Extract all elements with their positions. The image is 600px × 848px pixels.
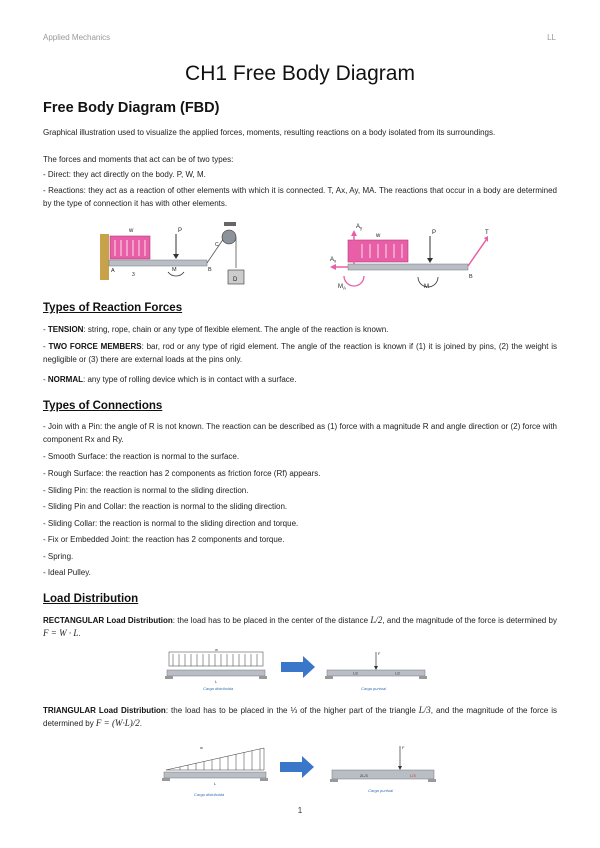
reaction-item-two-force: - TWO FORCE MEMBERS: bar, rod or any type of rigid element. The angle of the reaction is known if (1) it is joined by pins, (2) the weight is negligible or (3) there are external loads at the pins only.: [43, 342, 558, 364]
label-b: B: [208, 267, 212, 273]
load-heading: Load Distribution: [43, 593, 139, 605]
beam: [109, 260, 207, 266]
triangular-load-figure: [160, 740, 440, 802]
tension-t-arrow: [468, 240, 486, 266]
fbd-paragraph-4: - Reactions: they act as a reaction of other elements with which it is connected. T, Ax, Ay, MA. The reactions that occur in a body are determined by the type of connection it has with other elements.: [43, 186, 557, 208]
reaction-item-tension: - TENSION: string, rope, chain or any type of flexible element. The angle of the reaction is known.: [43, 325, 389, 334]
label-m: M: [172, 267, 177, 273]
reaction-heading: Types of Reaction Forces: [43, 302, 183, 314]
rectangular-load-figure: [163, 648, 433, 698]
fbd-system-figure: [96, 220, 260, 290]
connection-item: - Sliding Pin and Collar: the reaction is normal to the sliding direction.: [43, 502, 288, 511]
connection-item: - Spring.: [43, 552, 74, 561]
connection-item: - Join with a Pin: the angle of R is not known. The reaction can be described as (1) force with a magnitude R and angle direction or (2) force with component Rx and Ry.: [43, 422, 557, 444]
pulley: [222, 230, 236, 244]
beam-distributed: [164, 772, 266, 778]
label-2l3: 2L/3: [360, 773, 368, 778]
label-l: L: [215, 679, 218, 684]
label-a: A: [111, 268, 115, 274]
label-w: w: [215, 648, 218, 652]
connection-item: - Sliding Pin: the reaction is normal to the sliding direction.: [43, 486, 249, 495]
label-f: F: [402, 745, 405, 750]
rectangular-load-text: RECTANGULAR Load Distribution: the load has to be placed in the center of the distance L/2, and the magnitude of the force is determined by F = W · L.: [43, 615, 557, 638]
caption-point: Carga puntual: [361, 686, 387, 691]
label-w: w: [376, 233, 381, 239]
label-b: B: [469, 274, 473, 280]
page-number: 1: [297, 806, 303, 815]
label-p: P: [178, 228, 183, 234]
transform-arrow: [281, 656, 315, 678]
connections-heading: Types of Connections: [43, 400, 163, 412]
distributed-load-block: [110, 236, 150, 259]
reaction-ma-arrow: [344, 276, 364, 286]
label-w: w: [200, 745, 203, 750]
fbd-paragraph-3: - Direct: they act directly on the body. P, W, M.: [43, 170, 206, 179]
label-l2-right: L/2: [395, 671, 400, 676]
beam-distributed: [167, 670, 265, 676]
label-l3: L/3: [410, 773, 416, 778]
label-d: D: [233, 277, 238, 283]
label-p: P: [432, 230, 437, 236]
caption-distributed: Carga distribuida: [203, 686, 234, 691]
caption-distributed: Carga distribuida: [194, 792, 225, 797]
distributed-load: [169, 652, 263, 666]
caption-point: Carga puntual: [368, 788, 394, 793]
transform-arrow: [280, 756, 314, 778]
fbd-heading: Free Body Diagram (FBD): [43, 100, 220, 116]
header-right: LL: [547, 33, 556, 42]
label-l2-left: L/2: [353, 671, 358, 676]
label-c: C: [215, 242, 219, 248]
label-l: L: [214, 781, 217, 786]
triangular-load-text: TRIANGULAR Load Distribution: the load has to be placed in the ⅓ of the higher part of the triangle L/3, and the magnitude of the force is determined by F = (W·L)/2.: [43, 705, 558, 728]
label-ay: $A_y$: [356, 224, 363, 231]
header-left: Applied Mechanics: [43, 33, 111, 42]
reaction-item-normal: - NORMAL: any type of rolling device which is in contact with a surface.: [43, 375, 297, 384]
label-m: M: [424, 284, 429, 290]
fbd-paragraph-1: Graphical illustration used to visualize the applied forces, moments, resulting reactions on a body isolated from its surroundings.: [43, 128, 496, 137]
connection-item: - Fix or Embedded Joint: the reaction has 2 components and torque.: [43, 535, 285, 544]
connection-item: - Sliding Collar: the reaction is normal to the sliding direction and torque.: [43, 519, 299, 528]
connection-item: - Smooth Surface: the reaction is normal to the surface.: [43, 452, 240, 461]
label-ma: $M_A$: [338, 284, 347, 290]
triangular-load: [166, 748, 264, 770]
label-w: w: [129, 228, 134, 234]
beam-point: [332, 770, 434, 779]
label-t: T: [485, 230, 489, 236]
label-ax: $A_x$: [330, 257, 337, 264]
connection-item: - Ideal Pulley.: [43, 568, 91, 577]
fbd-diagram-figure: [330, 220, 500, 290]
fbd-paragraph-2: The forces and moments that act can be of two types:: [43, 155, 234, 164]
beam-point: [327, 670, 425, 676]
beam: [348, 264, 468, 270]
wall: [100, 234, 109, 280]
page-title: CH1 Free Body Diagram: [185, 62, 415, 85]
label-length: 3: [132, 272, 135, 278]
connection-item: - Rough Surface: the reaction has 2 components as friction force (Rf) appears.: [43, 469, 321, 478]
label-f: F: [378, 651, 381, 656]
